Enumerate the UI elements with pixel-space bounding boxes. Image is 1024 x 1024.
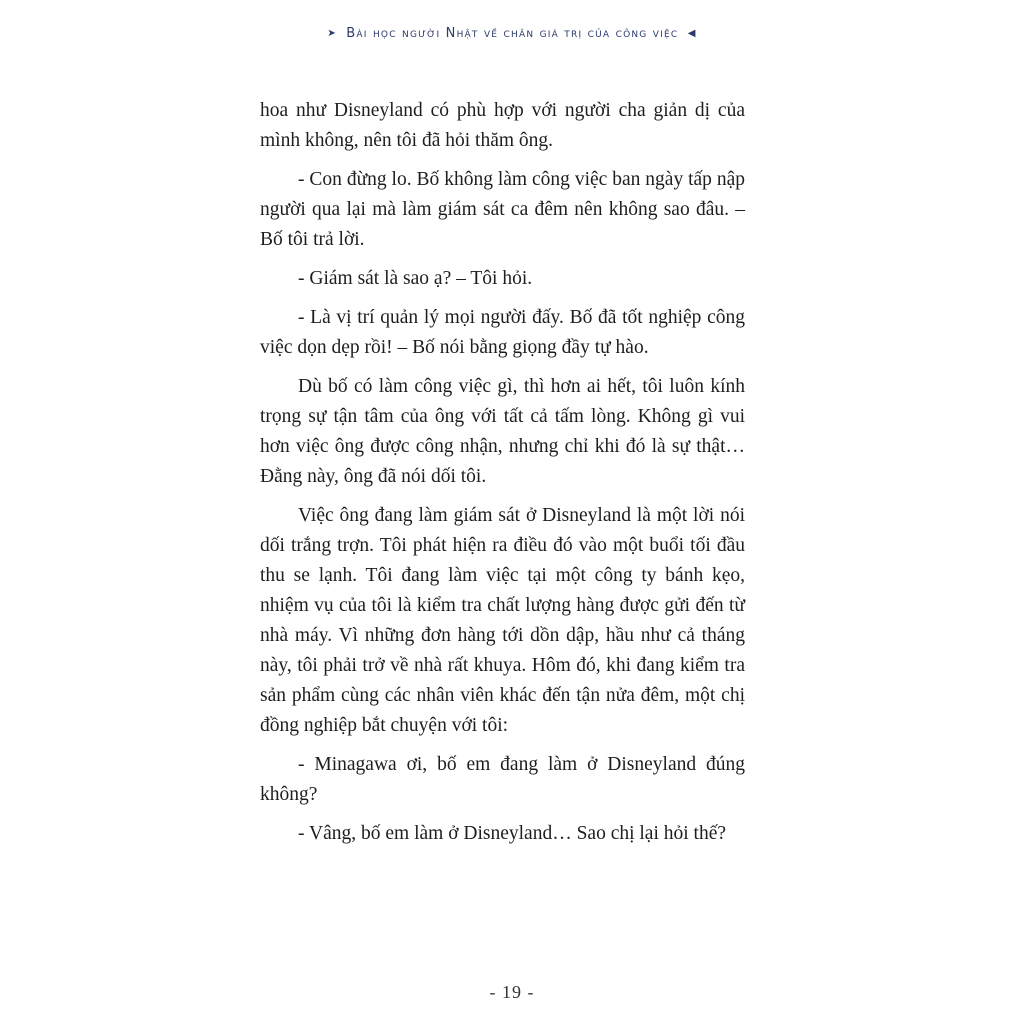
body-text bbox=[260, 96, 745, 858]
running-header-title: Bài học người Nhật về chân giá trị của công việc bbox=[346, 26, 679, 41]
dialogue-paragraph: - Vâng, bố em làm ở Disneyland… Sao chị lại hỏi thế? bbox=[298, 823, 727, 844]
page-number: - 19 - bbox=[489, 982, 535, 1002]
left-arrow-icon: ◀ bbox=[687, 28, 697, 39]
dialogue-paragraph: - Là vị trí quản lý mọi người đấy. Bố đã tốt nghiệp công việc dọn dẹp rồi! – Bố nói bằng giọng đầy tự hào. bbox=[260, 307, 745, 358]
paragraph-continuation: hoa như Disneyland có phù hợp với người cha giản dị của mình không, nên tôi đã hỏi thăm ông. bbox=[260, 100, 745, 151]
narrative-paragraph: Dù bố có làm công việc gì, thì hơn ai hết, tôi luôn kính trọng sự tận tâm của ông với tất cả tấm lòng. Không gì vui hơn việc ông được công nhận, nhưng chỉ khi đó là sự thật… Đằng này, ông đã nói dối tôi. bbox=[260, 376, 745, 487]
narrative-paragraph: Việc ông đang làm giám sát ở Disneyland là một lời nói dối trắng trợn. Tôi phát hiện ra điều đó vào một buổi tối đầu thu se lạnh. Tôi đang làm việc tại một công ty bánh kẹo, nhiệm vụ của tôi là kiểm tra chất lượng hàng được gửi đến từ nhà máy. Vì những đơn hàng tới dồn dập, hầu như cả tháng này, tôi phải trở về nhà rất khuya. Hôm đó, khi đang kiểm tra sản phẩm cùng các nhân viên khác đến tận nửa đêm, một chị đồng nghiệp bắt chuyện với tôi: bbox=[260, 505, 745, 736]
dialogue-paragraph: - Minagawa ơi, bố em đang làm ở Disneyland đúng không? bbox=[260, 754, 745, 805]
right-arrow-icon: ➤ bbox=[327, 28, 337, 39]
running-header bbox=[0, 26, 1024, 41]
dialogue-paragraph: - Con đừng lo. Bố không làm công việc ban ngày tấp nập người qua lại mà làm giám sát ca đêm nên không sao đâu. – Bố tôi trả lời. bbox=[260, 169, 745, 250]
dialogue-paragraph: - Giám sát là sao ạ? – Tôi hỏi. bbox=[298, 268, 533, 289]
